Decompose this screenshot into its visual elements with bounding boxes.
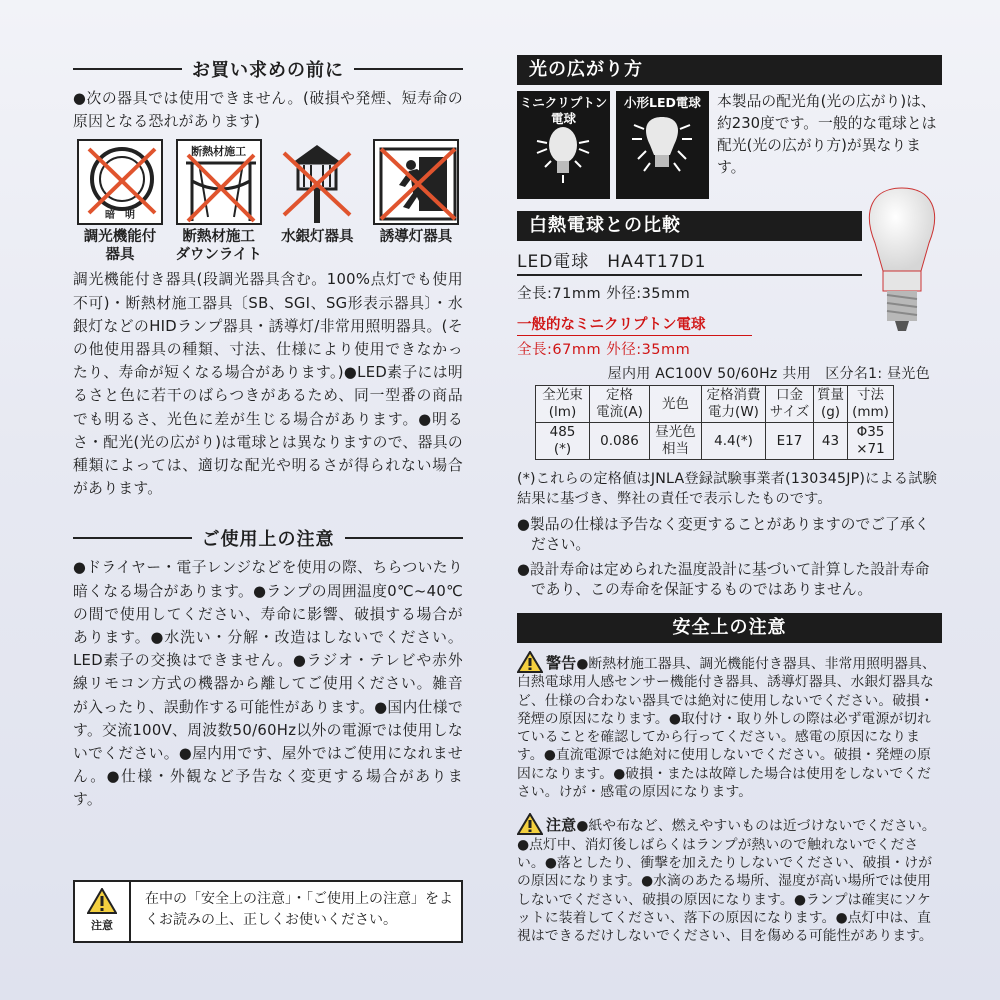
divider bbox=[354, 68, 463, 70]
spec-value: E17 bbox=[766, 423, 814, 460]
dimmer-fixture-icon bbox=[77, 139, 163, 225]
spec-header: 光色 bbox=[650, 386, 702, 423]
divider bbox=[73, 68, 182, 70]
mini-krypton-dimensions: 全長:67mm 外径:35mm bbox=[517, 342, 691, 358]
warning-icon bbox=[517, 651, 543, 673]
spec-change-note: ●製品の仕様は予告なく変更することがありますのでご了承ください。 bbox=[517, 516, 930, 553]
before-purchase-body: 調光機能付き器具(段調光器具含む。100%点灯でも使用不可)・断熱材施工器具〔SB、SGI、SG形表示器具〕・水銀灯などのHIDランプ器具・誘導灯/非常用照明器具。(その他使用器具の種類、寸法、仕様により使用できなかったり、寿命が短くなる場合があります。)●LED素子には明るさと色に若干のばらつきがあるため、同一型番の商品でも明るさ、光色に差が生じる場合があります。●明るさ・配光(光の広がり)は電球とは異なりますので、器具の種類によっては、適切な配光や明るさが得られない場合があります。 bbox=[73, 271, 463, 498]
dimmer-label: 暗 明 bbox=[105, 210, 135, 222]
led-model-name: LED電球 HA4T17D1 bbox=[517, 247, 862, 276]
caution-icon bbox=[517, 813, 543, 835]
spec-header: 口金 サイズ bbox=[766, 386, 814, 423]
caution-block bbox=[517, 813, 942, 945]
usage-header bbox=[73, 524, 463, 552]
usage-body: ●ドライヤー・電子レンジなどを使用の際、ちらついたり暗くなる場合があります。●ランプの周囲温度0℃~40℃の間で使用してください、寿命に影響、破損する場合があります。●水洗い・分解・改造はしないでください。LED素子の交換はできません。●ラジオ・テレビや赤外線リモコン方式の機器から離してご使用ください。雑音が入ったり、誤動作する可能性があります。●国内仕様です。交流100V、周波数50/60Hz以外の電源では使用しないでください。●屋内用です、屋外ではご使用になれません。●仕様・外観など予告なく変更する場合があります。 bbox=[73, 559, 463, 809]
usage-conditions: 屋内用 AC100V 50/60Hz 共用 区分名1: 昼光色 bbox=[607, 366, 930, 382]
led-dimensions: 全長:71mm 外径:35mm bbox=[517, 286, 691, 302]
spec-header: 定格消費 電力(W) bbox=[702, 386, 766, 423]
fixture-card-insulation bbox=[172, 139, 266, 264]
mercury-lamp-icon bbox=[274, 139, 360, 225]
compare-title: 白熱電球との比較 bbox=[517, 211, 862, 241]
spec-value: 0.086 bbox=[590, 423, 650, 460]
fixture-label: 断熱材施工 ダウンライト bbox=[175, 229, 262, 264]
safety-title: 安全上の注意 bbox=[517, 613, 942, 643]
spec-header: 定格 電流(A) bbox=[590, 386, 650, 423]
usage-title: ご使用上の注意 bbox=[201, 529, 335, 551]
spec-header: 全光束 (lm) bbox=[536, 386, 590, 423]
fixture-label: 誘導灯器具 bbox=[379, 229, 453, 246]
left-column bbox=[73, 55, 463, 812]
caution-text: ●紙や布など、燃えやすいものは近づけないでください。●点灯中、消灯後しばらくはランプが熱いので触れないでください。●落としたり、衝撃を加えたりしないでください、破損・けがの原因になります。●水滴のあたる場所、湿度が高い場所では使用しないでください、破損の原因になります。●ランプは確実にソケットに装着してください、落下の原因になります。●点灯中は、直視はできるだけしないでください、目を傷める可能性があります。 bbox=[517, 818, 936, 945]
light-spread-text: 本製品の配光角(光の広がり)は、約230度です。一般的な電球とは配光(光の広がり方)が異なります。 bbox=[717, 93, 937, 176]
design-life-note: ●設計寿命は定められた温度設計に基づいて計算した設計寿命であり、この寿命を保証するものではありません。 bbox=[517, 561, 930, 598]
spec-value: 4.4(*) bbox=[702, 423, 766, 460]
before-purchase-header bbox=[73, 55, 463, 83]
caution-icon bbox=[75, 882, 131, 941]
warning-text: ●断熱材施工器具、調光機能付き器具、非常用照明器具、白熱電球用人感センサー機能付き器具、誘導灯器具、水銀灯器具など、仕様の合わない器具では絶対に使用しないでください。破損・発煙の原因になります。●取付け・取り外しの際は必ず電源が切れていることを確認してから行ってください。感電の原因になります。●直流電源では絶対に使用しないでください。破損・発煙の原因になります。●破損・または故障した場合は使用をしないでください。けが・感電の原因になります。 bbox=[517, 656, 936, 801]
mini-krypton-label-2: 電球 bbox=[550, 111, 576, 126]
led-bulb-icon bbox=[616, 111, 709, 187]
spec-value: 昼光色 相当 bbox=[650, 423, 702, 460]
warning-block bbox=[517, 651, 942, 801]
mini-krypton-bulb-panel bbox=[517, 91, 610, 199]
mini-krypton-bulb-icon bbox=[517, 123, 610, 199]
divider bbox=[345, 537, 464, 539]
warning-label: 警告 bbox=[546, 654, 577, 672]
spec-value: 485 (*) bbox=[536, 423, 590, 460]
led-bulb-panel bbox=[616, 91, 709, 199]
caution-label: 注意 bbox=[546, 816, 577, 835]
led-bulb-photo bbox=[857, 183, 947, 363]
before-purchase-title: お買い求めの前に bbox=[192, 60, 344, 81]
fixture-label: 水銀灯器具 bbox=[281, 229, 354, 246]
led-bulb-label: 小形LED電球 bbox=[624, 95, 701, 110]
incompatible-fixture-icons bbox=[73, 139, 463, 264]
spec-header: 寸法 (mm) bbox=[848, 386, 894, 423]
fixture-label: 調光機能付 器具 bbox=[83, 229, 157, 264]
notice-text: 在中の「安全上の注意」・「ご使用上の注意」をよくお読みの上、正しくお使いください。 bbox=[145, 891, 453, 928]
fixture-card-exit bbox=[369, 139, 463, 264]
fixture-card-dimmer bbox=[73, 139, 167, 264]
caution-icon-label: 注意 bbox=[91, 919, 113, 932]
incompatible-intro: ●次の器具では使用できません。(破損や発煙、短寿命の原因となる恐れがあります) bbox=[73, 90, 463, 131]
rating-footnote: (*)これらの定格値はJNLA登録試験事業者(130345JP)による試験結果に基づき、弊社の責任で表示したものです。 bbox=[517, 471, 938, 507]
light-spread-title: 光の広がり方 bbox=[517, 55, 942, 85]
spec-value: 43 bbox=[814, 423, 848, 460]
spec-header-row bbox=[536, 386, 894, 423]
right-column bbox=[517, 55, 942, 945]
insulation-downlight-icon bbox=[176, 139, 262, 225]
mini-krypton-title: 一般的なミニクリプトン電球 bbox=[517, 313, 752, 336]
spec-value: Φ35 ×71 bbox=[848, 423, 894, 460]
divider bbox=[73, 537, 192, 539]
spec-header: 質量 (g) bbox=[814, 386, 848, 423]
fixture-card-mercury bbox=[270, 139, 364, 264]
spec-value-row bbox=[536, 423, 894, 460]
insulation-label: 断熱材施工 bbox=[191, 145, 247, 159]
mini-krypton-label: ミニクリプトン bbox=[519, 95, 608, 110]
spec-table bbox=[535, 385, 894, 460]
exit-sign-icon bbox=[373, 139, 459, 225]
read-safety-notice bbox=[73, 880, 463, 943]
